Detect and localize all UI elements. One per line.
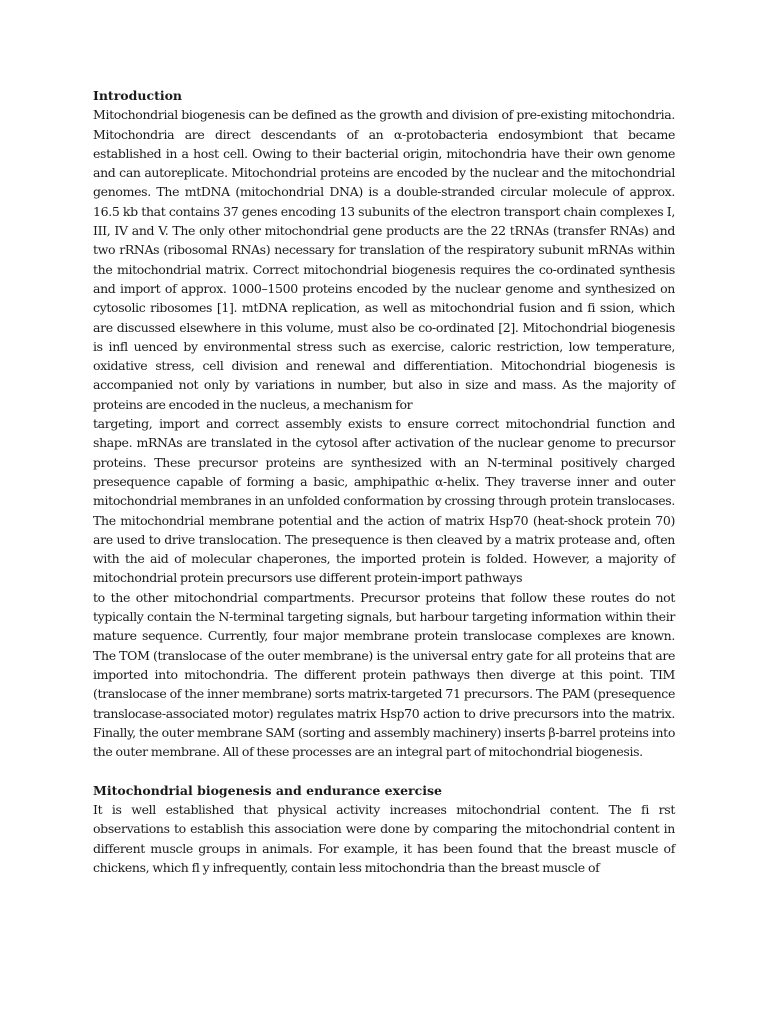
paragraph: targeting, import and correct assembly exists to ensure correct mitochondrial function and shape. mRNAs are translated in the cytosol after activation of the nuclear genome to precursor proteins. These precursor proteins are synthesized with an N-terminal positively charged presequence capable of forming a basic, amphipathic α-helix. They traverse inner and outer mitochondrial membranes in an unfolded conformation by crossing through protein translocases. The mitochondrial membrane potential and the action of matrix Hsp70 (heat-shock protein 70) are used to drive translocation. The presequence is then cleaved by a matrix protease and, often with the aid of molecular chaperones, the imported protein is folded. However, a majority of mitochondrial protein precursors use different protein-import pathways xyxy=(93,416,675,586)
paragraph: It is well established that physical activity increases mitochondrial content. The fi rst observations to establish this association were done by comparing the mitochondrial content in different muscle groups in animals. For example, it has been found that the breast muscle of chickens, which fl y infrequently, contain less mitochondria than the breast muscle of xyxy=(93,801,675,875)
paragraph: Mitochondrial biogenesis can be defined as the growth and division of pre-existing mitochondria. Mitochondria are direct descendants of an α-protobacteria endosymbiont that became established in a host cell. Owing to their bacterial origin, mitochondria have their own genome and can autoreplicate. Mitochondrial proteins are encoded by the nuclear and the mitochondrial genomes. The mtDNA (mitochondrial DNA) is a double-stranded circular molecule of approx. 16.5 kb that contains 37 genes encoding 13 subunits of the electron transport chain complexes I, III, IV and V. The only other mitochondrial gene products are the 22 tRNAs (transfer RNAs) and two rRNAs (ribosomal RNAs) necessary for translation of the respiratory subunit mRNAs within the mitochondrial matrix. Correct mitochondrial biogenesis requires the co-ordinated synthesis and import of approx. 1000–1500 proteins encoded by the nuclear genome and synthesized on cytosolic ribosomes [1]. mtDNA replication, as well as mitochondrial fusion and fi ssion, which are discussed elsewhere in this volume, must also be co-ordinated [2]. Mitochondrial biogenesis is infl uenced by environmental stress such as exercise, caloric restriction, low temperature, oxidative stress, cell division and renewal and differentiation. Mitochondrial biogenesis is accompanied not only by variations in number, but also in size and mass. As the majority of proteins are encoded in the nucleus, a mechanism for xyxy=(93,107,675,412)
section-heading-introduction: Introduction xyxy=(93,88,183,103)
document-page xyxy=(93,86,675,877)
section-heading-endurance: Mitochondrial biogenesis and endurance exercise xyxy=(93,782,442,798)
section-endurance-exercise xyxy=(93,781,675,877)
section-introduction xyxy=(93,86,675,761)
paragraph: to the other mitochondrial compartments. Precursor proteins that follow these routes do not typically contain the N-terminal targeting signals, but harbour targeting information within their mature sequence. Currently, four major membrane protein translocase complexes are known. The TOM (translocase of the outer membrane) is the universal entry gate for all proteins that are imported into mitochondria. The different protein pathways then diverge at this point. TIM (translocase of the inner membrane) sorts matrix-targeted 71 precursors. The PAM (presequence translocase-associated motor) regulates matrix Hsp70 action to drive precursors into the matrix. Finally, the outer membrane SAM (sorting and assembly machinery) inserts β-barrel proteins into the outer membrane. All of these processes are an integral part of mitochondrial biogenesis. xyxy=(93,589,675,760)
